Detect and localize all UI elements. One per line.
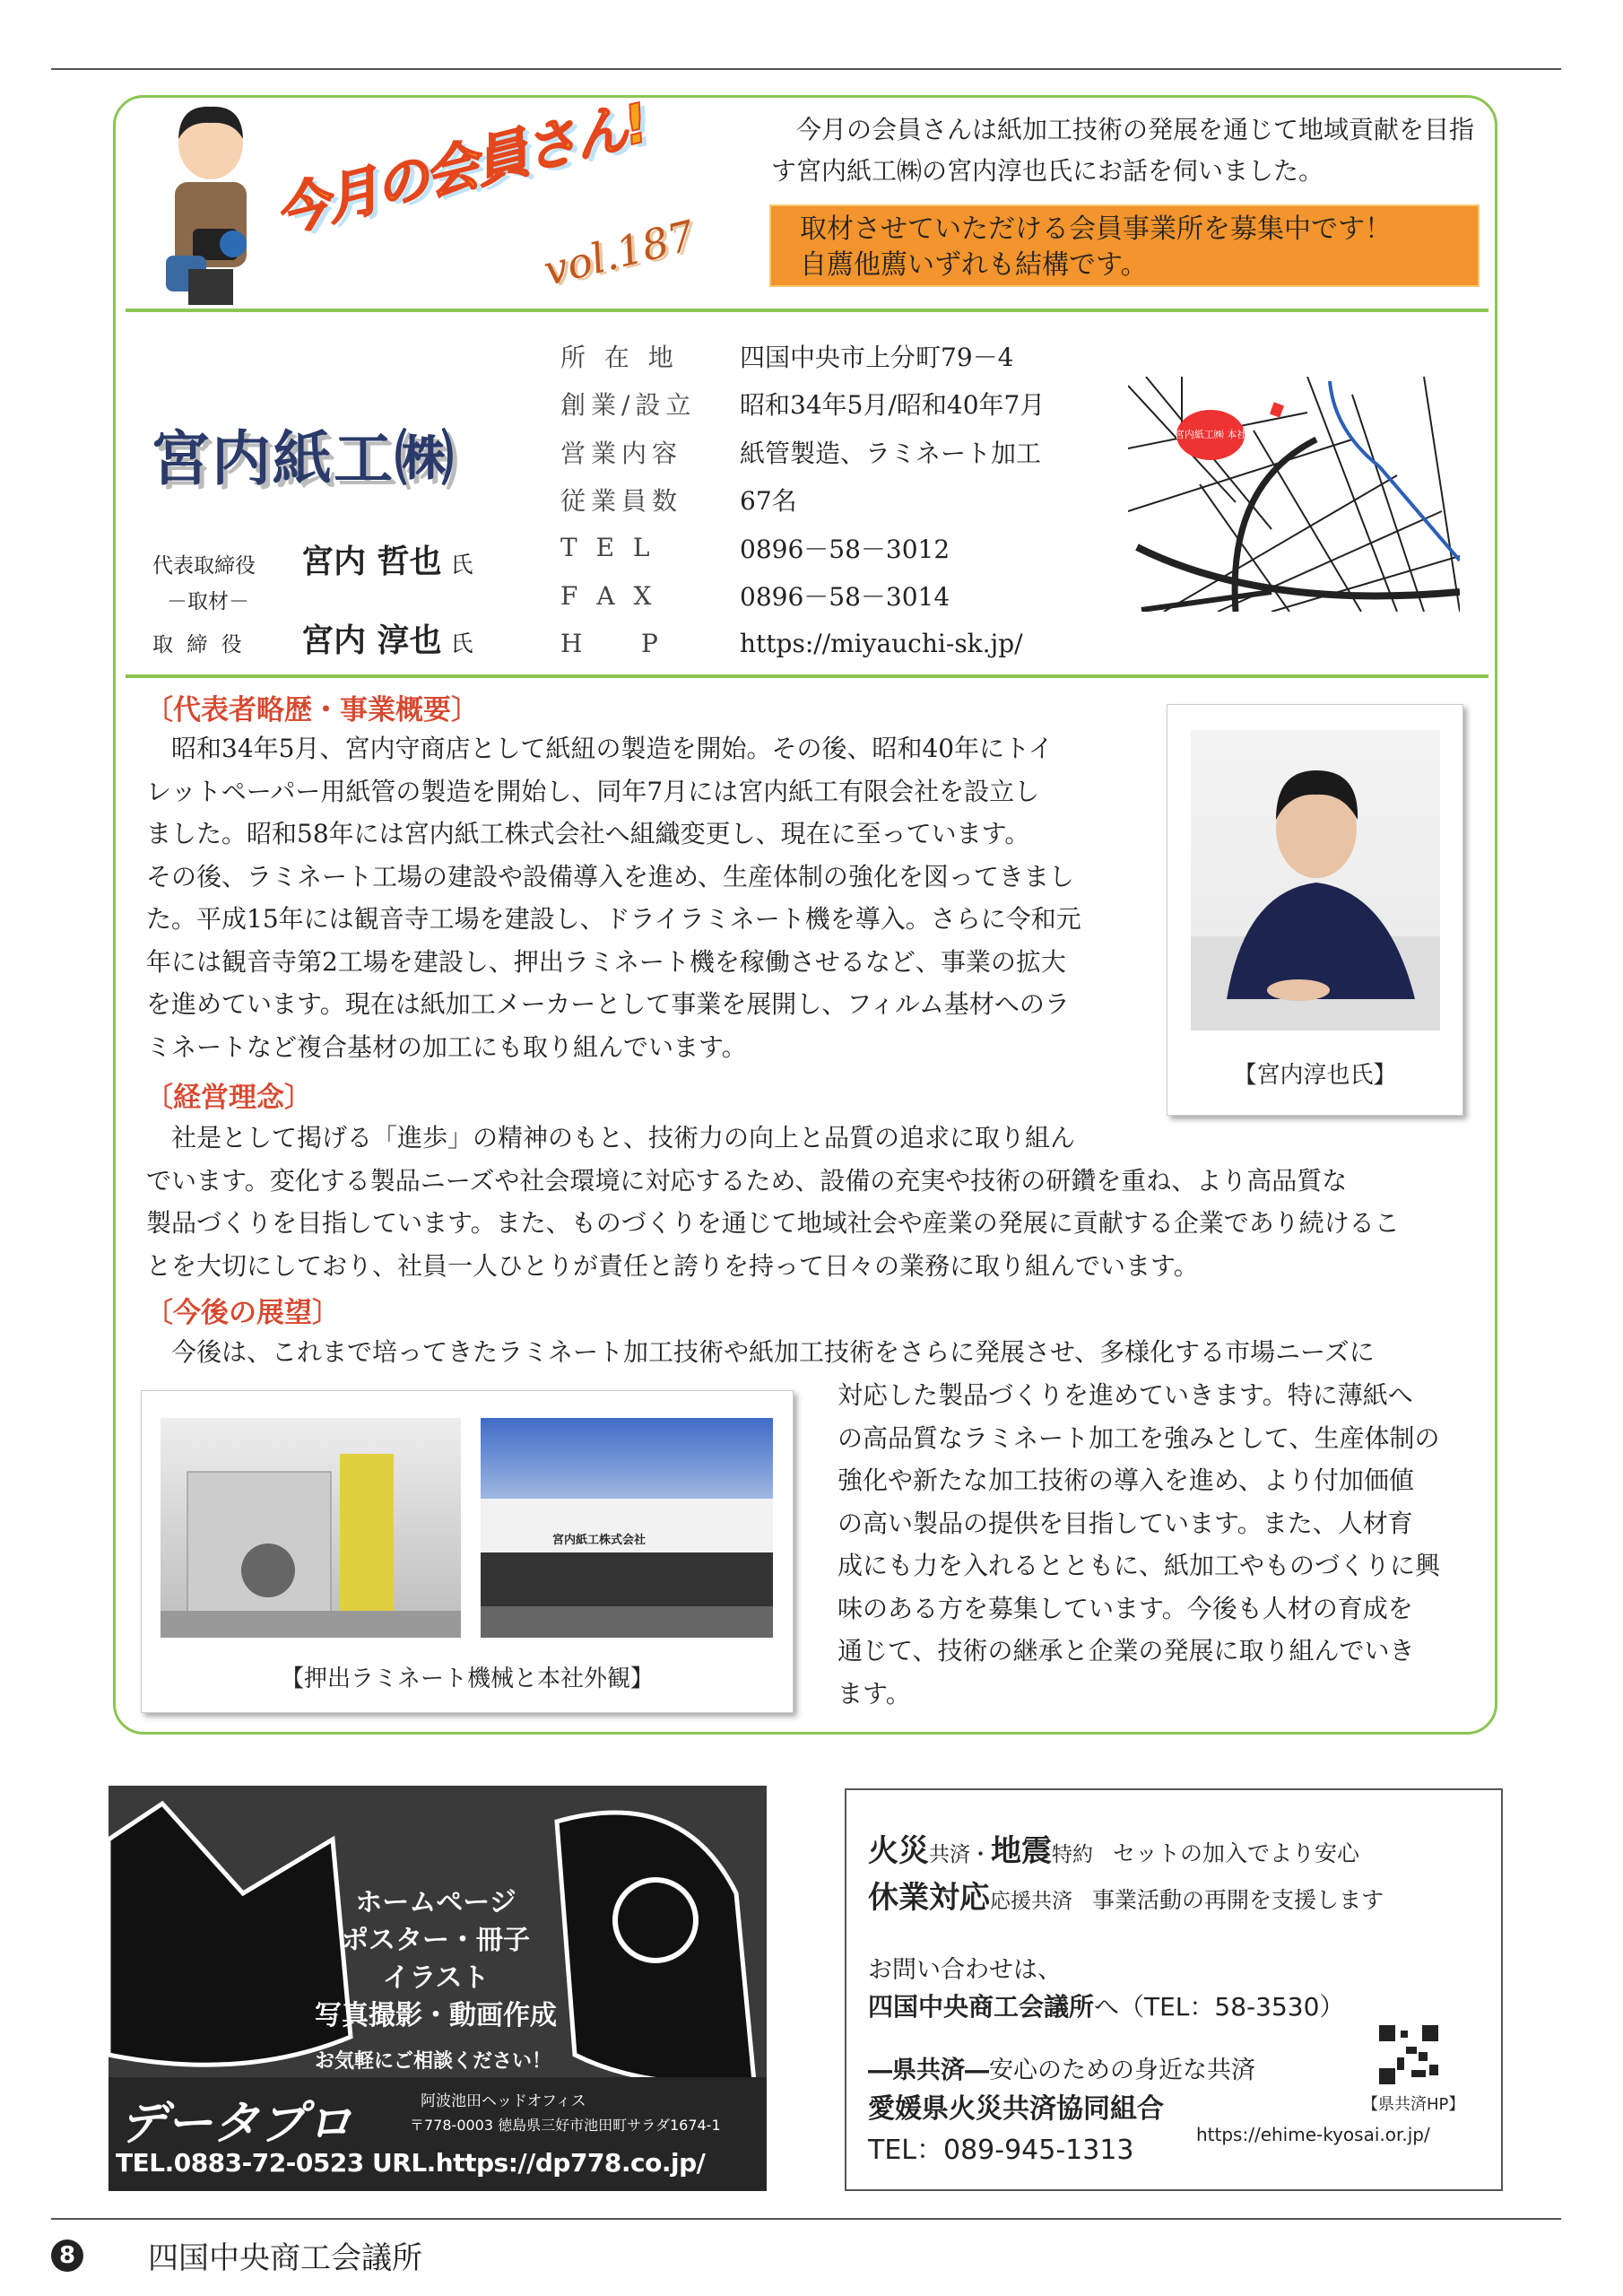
qr-code-icon[interactable] bbox=[1379, 2025, 1438, 2084]
info-label: F A X bbox=[560, 580, 657, 611]
fire-earthquake-line bbox=[868, 1826, 1359, 1870]
info-row-homepage bbox=[560, 620, 1045, 668]
service-item: 写真撮影・動画作成 bbox=[315, 2000, 557, 2031]
brand-logo: データプロ bbox=[119, 2097, 353, 2151]
text-line: 成にも力を入れるとともに、紙加工やものづくりに興 bbox=[838, 1551, 1441, 1580]
section-heading-philosophy: 〔経営理念〕 bbox=[145, 1082, 312, 1114]
info-label: T E L bbox=[560, 533, 655, 563]
text-line: 通じて、技術の継承と企業の発展に取り組んでいき bbox=[838, 1636, 1415, 1665]
headquarters-photo bbox=[481, 1418, 773, 1638]
inquiry-text: お問い合わせは、 bbox=[868, 1956, 1062, 1984]
info-row-address bbox=[560, 332, 1045, 380]
rep-role: 代表取締役 bbox=[152, 554, 256, 578]
text-line: 製品づくりを目指しています。また、ものづくりを通じて地域社会や産業の発展に貢献する企業であり続けるこ bbox=[146, 1208, 1400, 1238]
text: ―県共済― bbox=[868, 2057, 989, 2084]
int-role: 取 締 役 bbox=[152, 633, 246, 657]
info-row-business bbox=[560, 428, 1045, 476]
text-line: その後、ラミネート工場の建設や設備導入を進め、生産体制の強化を図ってきまし bbox=[146, 861, 1074, 891]
company-name: 宮内紙工㈱ bbox=[151, 423, 456, 493]
text-line: 強化や新たな加工技術の導入を進め、より付加価値 bbox=[838, 1465, 1414, 1495]
info-label: 所 在 地 bbox=[560, 342, 679, 372]
office-address: 〒778-0003 徳島県三好市池田町サラダ1674-1 bbox=[410, 2117, 721, 2134]
text-line: 味のある方を募集しています。今後も人材の育成を bbox=[838, 1593, 1413, 1623]
text: 安心のための身近な共済 bbox=[989, 2057, 1255, 2084]
info-value: 0896－58－3012 bbox=[740, 534, 950, 564]
kyosai-url[interactable]: https://ehime-kyosai.or.jp/ bbox=[1196, 2124, 1430, 2145]
text-line: を進めています。現在は紙加工メーカーとして事業を展開し、フィルム基材へのラ bbox=[146, 989, 1070, 1019]
text-line: 年には観音寺第2工場を建設し、押出ラミネート機を稼働させるなど、事業の拡大 bbox=[146, 946, 1066, 977]
text-line: ます。 bbox=[838, 1678, 911, 1709]
text-line: た。平成15年には観音寺工場を建設し、ドライラミネート機を導入。さらに令和元 bbox=[146, 904, 1081, 934]
info-row-employees bbox=[560, 476, 1045, 525]
rep-name: 宮内 哲也 bbox=[301, 544, 442, 580]
rep-suffix: 氏 bbox=[450, 552, 473, 578]
chamber-contact bbox=[868, 1987, 1344, 2023]
int-suffix: 氏 bbox=[450, 631, 473, 657]
laminating-machine-photo bbox=[161, 1418, 461, 1638]
recruit-line-1: 取材させていただける会員事業所を募集中です！ bbox=[800, 213, 1392, 245]
portrait-photo-frame bbox=[1167, 704, 1463, 1116]
org-name: 愛媛県火災共済協同組合 bbox=[868, 2093, 1164, 2125]
int-name: 宮内 淳也 bbox=[301, 622, 442, 659]
section-heading-profile: 〔代表者略歴・事業概要〕 bbox=[145, 694, 479, 726]
factory-images-frame bbox=[141, 1390, 794, 1713]
info-row-tel bbox=[560, 524, 1045, 572]
page-number: 8 bbox=[51, 2239, 83, 2272]
images-caption: 【押出ラミネート機械と本社外観】 bbox=[280, 1665, 654, 1692]
interview-label: －取材－ bbox=[167, 590, 249, 613]
text-line: でいます。変化する製品ニーズや社会環境に対応するため、設備の充実や技術の研鑽を重ね、より高品質な bbox=[146, 1165, 1348, 1196]
text: 事業活動の再開を支援します bbox=[1092, 1887, 1384, 1913]
info-row-fax bbox=[560, 572, 1045, 621]
text: 応援共済 bbox=[990, 1890, 1072, 1913]
business-interruption-line bbox=[868, 1873, 1384, 1917]
portrait-photo bbox=[1191, 730, 1440, 1031]
consult-call: お気軽にご相談ください！ bbox=[315, 2050, 552, 2073]
person-image-icon bbox=[1191, 730, 1440, 1031]
text-line: 昭和34年5月、宮内守商店として紙紐の製造を開始。その後、昭和40年にトイ bbox=[146, 734, 1054, 763]
info-divider bbox=[126, 674, 1488, 678]
kyosai-tagline bbox=[868, 2050, 1255, 2085]
section-outlook-text bbox=[838, 1374, 1440, 1715]
service-item: イラスト bbox=[382, 1962, 490, 1994]
outlook-first-line: 今後は、これまで培ってきたラミネート加工技術や紙加工技術をさらに発展させ、多様化する市場ニーズに bbox=[146, 1337, 1375, 1367]
text-line: の高い製品の提供を目指しています。また、人材育 bbox=[838, 1508, 1413, 1538]
top-rule bbox=[51, 68, 1561, 70]
qr-label: 【県共済HP】 bbox=[1362, 2095, 1465, 2114]
text-line: レットペーパー用紙管の製造を開始し、同年7月には宮内紙工有限会社を設立し bbox=[146, 776, 1040, 806]
services-list bbox=[301, 1884, 570, 2035]
homepage-link[interactable]: https://miyauchi-sk.jp/ bbox=[740, 629, 1023, 659]
section-philosophy-text bbox=[146, 1117, 1400, 1287]
text: 火災 bbox=[868, 1833, 929, 1869]
info-value: 紙管製造、ラミネート加工 bbox=[740, 438, 1042, 468]
text-line: ました。昭和58年には宮内紙工株式会社へ組織変更し、現在に至っています。 bbox=[146, 819, 1030, 848]
location-map bbox=[1128, 377, 1460, 612]
text-line: 対応した製品づくりを進めていきます。特に薄紙へ bbox=[838, 1380, 1413, 1410]
recruit-line-2: 自薦他薦いずれも結構です。 bbox=[800, 249, 1148, 281]
machine-image-icon bbox=[161, 1418, 461, 1638]
info-label: 従業員数 bbox=[560, 486, 683, 517]
company-info-table bbox=[560, 332, 1045, 668]
building-sign: 宮内紙工株式会社 bbox=[552, 1534, 647, 1547]
info-value: 0896－58－3014 bbox=[740, 582, 950, 613]
info-value: 四国中央市上分町79－4 bbox=[740, 342, 1014, 372]
feature-title: 今月の会員さん! bbox=[269, 91, 654, 246]
text-line: ミネートなど複合基材の加工にも取り組んでいます。 bbox=[146, 1031, 747, 1062]
header-divider bbox=[126, 309, 1488, 312]
kyosai-advertisement bbox=[845, 1788, 1503, 2191]
office-name: 阿波池田ヘッドオフィス bbox=[421, 2092, 586, 2110]
section-profile-text bbox=[146, 727, 1081, 1068]
recruit-banner bbox=[769, 204, 1480, 287]
service-item: ホームページ bbox=[355, 1887, 516, 1918]
representative bbox=[152, 536, 473, 582]
text-line: とを大切にしており、社員一人ひとりが責任と誇りを持って日々の業務に取り組んでいます。 bbox=[146, 1250, 1199, 1281]
chamber-name: 四国中央商工会議所 bbox=[868, 1992, 1095, 2022]
service-item: ポスター・冊子 bbox=[342, 1925, 530, 1956]
org-tel: TEL：089-945-1313 bbox=[868, 2135, 1134, 2166]
datapro-contact[interactable]: TEL.0883-72-0523 URL.https://dp778.co.jp/ bbox=[116, 2148, 706, 2178]
info-label: H P bbox=[560, 629, 664, 659]
volume-number: vol.187 bbox=[539, 211, 699, 295]
text: 休業対応 bbox=[868, 1880, 990, 1916]
info-value: 67名 bbox=[740, 486, 797, 517]
text: 特約 bbox=[1052, 1843, 1093, 1866]
interviewee bbox=[152, 615, 473, 661]
info-label: 創業/設立 bbox=[560, 390, 697, 421]
chamber-tel: へ（TEL：58-3530） bbox=[1094, 1992, 1345, 2022]
info-value: 昭和34年5月/昭和40年7月 bbox=[740, 390, 1046, 421]
map-label: 宮内紙工㈱ 本社 bbox=[1174, 429, 1247, 440]
footer-org: 四国中央商工会議所 bbox=[148, 2240, 422, 2276]
intro-text: 今月の会員さんは紙加工技術の発展を通じて地域貢献を目指す宮内紙工㈱の宮内淳也氏にお話を伺いました。 bbox=[771, 115, 1475, 186]
bottom-rule bbox=[51, 2218, 1561, 2220]
info-label: 営業内容 bbox=[560, 438, 683, 468]
text-line: の高品質なラミネート加工を強みとして、生産体制の bbox=[838, 1422, 1440, 1453]
portrait-caption: 【宮内淳也氏】 bbox=[1233, 1062, 1397, 1089]
building-image-icon bbox=[481, 1418, 773, 1638]
info-row-founded bbox=[560, 380, 1045, 429]
section-heading-outlook: 〔今後の展望〕 bbox=[145, 1297, 340, 1329]
photographer-illustration-icon bbox=[152, 103, 269, 309]
text: 共済・ bbox=[929, 1843, 991, 1866]
datapro-advertisement bbox=[108, 1786, 767, 2191]
text-line: 社是として掲げる「進歩」の精神のもと、技術力の向上と品質の追求に取り組ん bbox=[146, 1123, 1076, 1152]
text: セットの加入でより安心 bbox=[1113, 1840, 1360, 1866]
text: 地震 bbox=[991, 1833, 1052, 1869]
